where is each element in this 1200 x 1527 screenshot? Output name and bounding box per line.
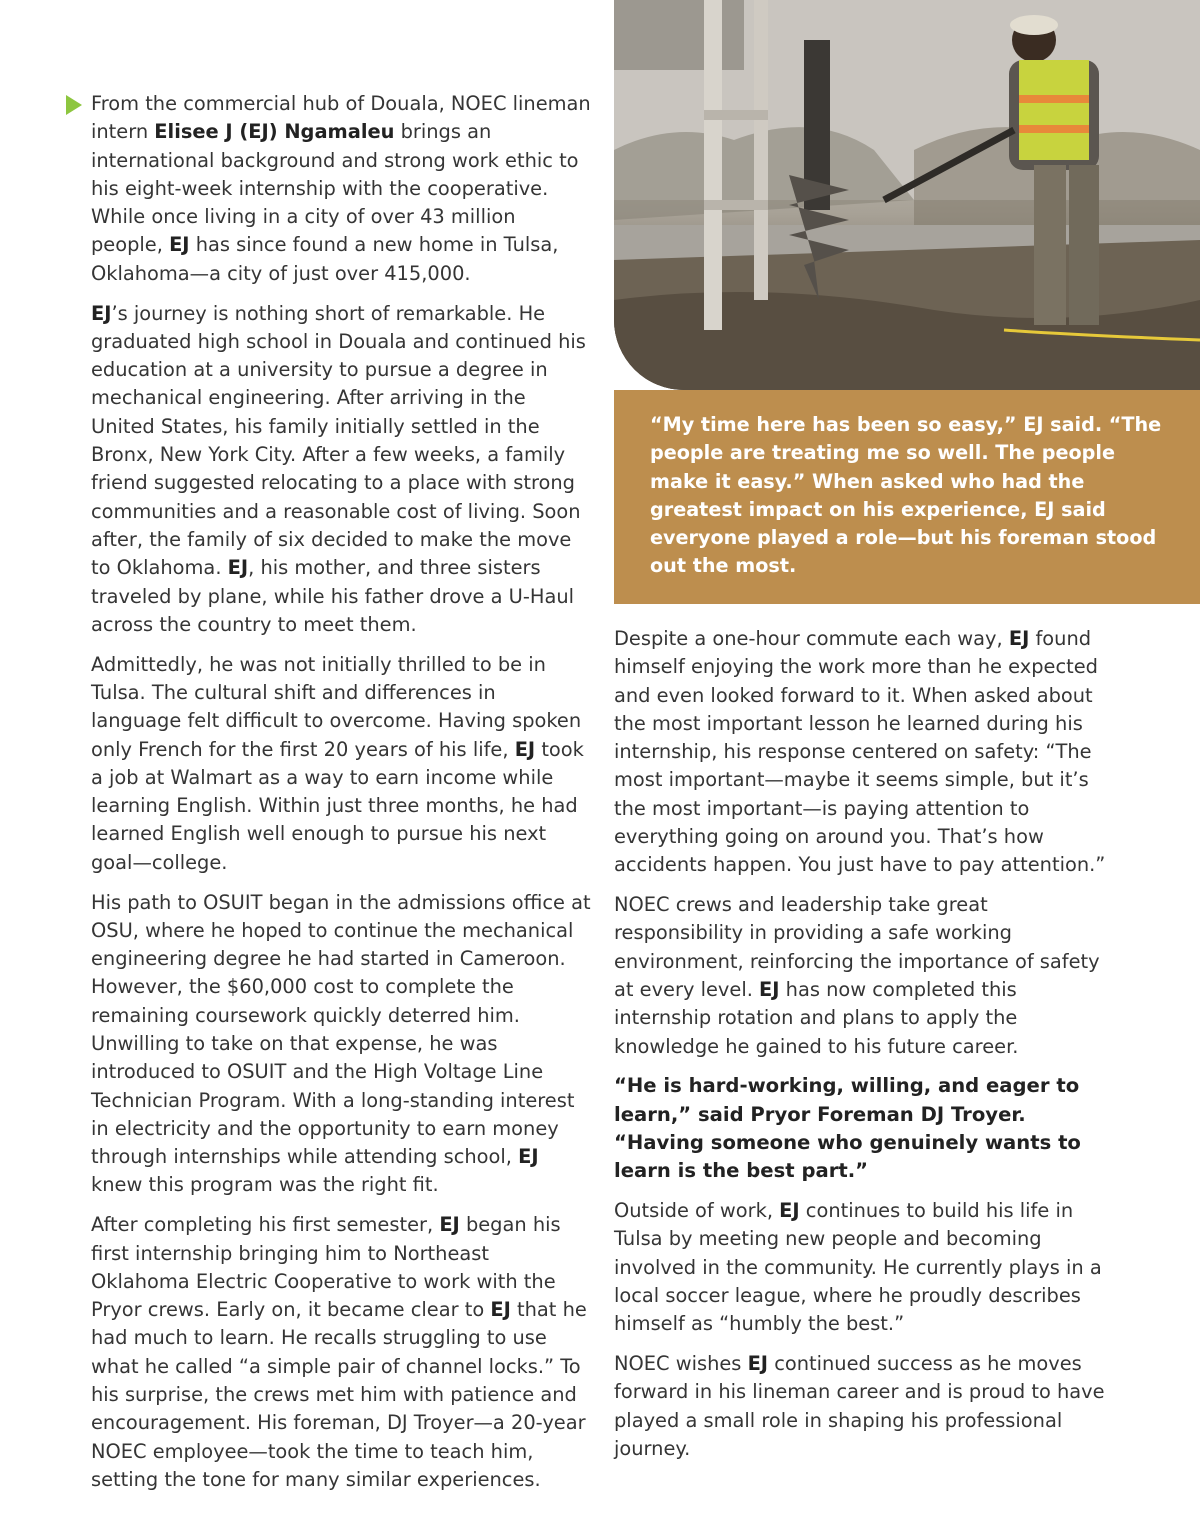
quote-box: “My time here has been so easy,” EJ said. “The people are treating me so well. The people make it easy.” When asked who had the greatest impact on his experience, EJ said everyone played a role—but his foreman stood out the most.: [614, 390, 1200, 604]
bold-text: “He is hard-working, willing, and eager to learn,” said Pryor Foreman DJ Troyer. “Having someone who genuinely wants to learn is the best part.”: [614, 1074, 1081, 1183]
text-run: NOEC wishes: [614, 1352, 748, 1376]
text-run: took a job at Walmart as a way to earn income while learning English. Within just three months, he had learned English well enough to pursue his next goal—college.: [91, 737, 584, 874]
bold-text: EJ: [518, 1145, 539, 1169]
left-column: [91, 90, 591, 1506]
bold-text: EJ: [439, 1213, 460, 1237]
pull-quote: [614, 1072, 1119, 1185]
text-run: NOEC crews and leadership take great responsibility in providing a safe working environment, reinforcing the importance of safety at every level.: [614, 893, 1100, 1002]
text-run: continues to build his life in Tulsa by meeting new people and becoming involved in the community. He currently plays in a local soccer league, where he proudly describes himself as “humbly the best.”: [614, 1199, 1102, 1336]
paragraph: [91, 300, 591, 640]
bold-text: EJ: [747, 1352, 769, 1376]
paragraph: [91, 1211, 591, 1494]
text-run: continued success as he moves forward in his lineman career and is proud to have played a small role in shaping his professional journey.: [614, 1352, 1105, 1461]
bold-text: EJ: [759, 978, 780, 1002]
text-run: found himself enjoying the work more than he expected and even looked forward to it. When asked about the most important lesson he learned during his internship, his response centered on safety: “The most important—maybe it seems simple, but it’s the most important—is paying attention to everything going on around you. That’s how accidents happen. You just have to pay attention.”: [614, 627, 1106, 877]
bold-text: EJ: [227, 556, 249, 580]
paragraph: [614, 1350, 1119, 1463]
paragraph: [91, 889, 591, 1200]
bold-text: EJ: [514, 737, 536, 761]
text-run: Admittedly, he was not initially thrilled to be in Tulsa. The cultural shift and differences in language felt difficult to overcome. Having spoken only French for the first 20 years of his life,: [91, 652, 582, 761]
bold-text: EJ: [91, 301, 112, 325]
lineman-photo: [614, 0, 1200, 390]
right-column: [614, 625, 1119, 1475]
text-run: His path to OSUIT began in the admissions office at OSU, where he hoped to continue the mechanical engineering degree he had started in Cameroon. However, the $60,000 cost to complete the remaining coursework quickly deterred him. Unwilling to take on that expense, he was introduced to OSUIT and the High Voltage Line Technician Program. With a long-standing interest in electricity and the opportunity to earn money through internships while attending school,: [91, 890, 591, 1169]
text-run: Despite a one-hour commute each way,: [614, 627, 1009, 650]
bullet-arrow-icon: [66, 95, 82, 115]
text-run: , his mother, and three sisters traveled by plane, while his father drove a U-Haul across the country to meet them.: [91, 556, 575, 636]
text-run: Outside of work,: [614, 1199, 780, 1223]
text-run: that he had much to learn. He recalls struggling to use what he called “a simple pair of channel locks.” To his surprise, the crews met him with patience and encouragement. His foreman, DJ Troyer—a 20-year NOEC employee—took the time to teach him, setting the tone for many similar experiences.: [91, 1298, 587, 1491]
text-run: ’s journey is nothing short of remarkable. He graduated high school in Douala and continued his education at a university to pursue a degree in mechanical engineering. After arriving in the United States, his family initially settled in the Bronx, New York City. After a few weeks, a family friend suggested relocating to a place with strong communities and a reasonable cost of living. Soon after, the family of six decided to make the move to Oklahoma.: [91, 301, 586, 580]
paragraph: [614, 625, 1119, 880]
text-run: knew this program was the right fit.: [91, 1173, 439, 1197]
bold-text: EJ: [1008, 627, 1030, 650]
paragraph: [614, 891, 1119, 1061]
paragraph: [614, 1197, 1119, 1338]
bold-text: Elisee J (EJ) Ngamaleu: [154, 120, 395, 144]
paragraph: [91, 651, 591, 877]
text-run: After completing his first semester,: [91, 1213, 440, 1237]
text-run: From the commercial hub of Douala, NOEC lineman intern: [91, 92, 591, 144]
text-run: has now completed this internship rotation and plans to apply the knowledge he gained to his future career.: [614, 978, 1019, 1058]
paragraph: [91, 90, 591, 288]
bold-text: EJ: [779, 1199, 800, 1223]
text-run: began his first internship bringing him to Northeast Oklahoma Electric Cooperative to work with the Pryor crews. Early on, it became clear to: [91, 1213, 561, 1322]
text-run: has since found a new home in Tulsa, Oklahoma—a city of just over 415,000.: [91, 233, 559, 285]
bold-text: EJ: [490, 1298, 511, 1322]
text-run: brings an international background and strong work ethic to his eight-week internship with the cooperative. While once living in a city of over 43 million people,: [91, 120, 579, 257]
bold-text: EJ: [169, 233, 190, 257]
